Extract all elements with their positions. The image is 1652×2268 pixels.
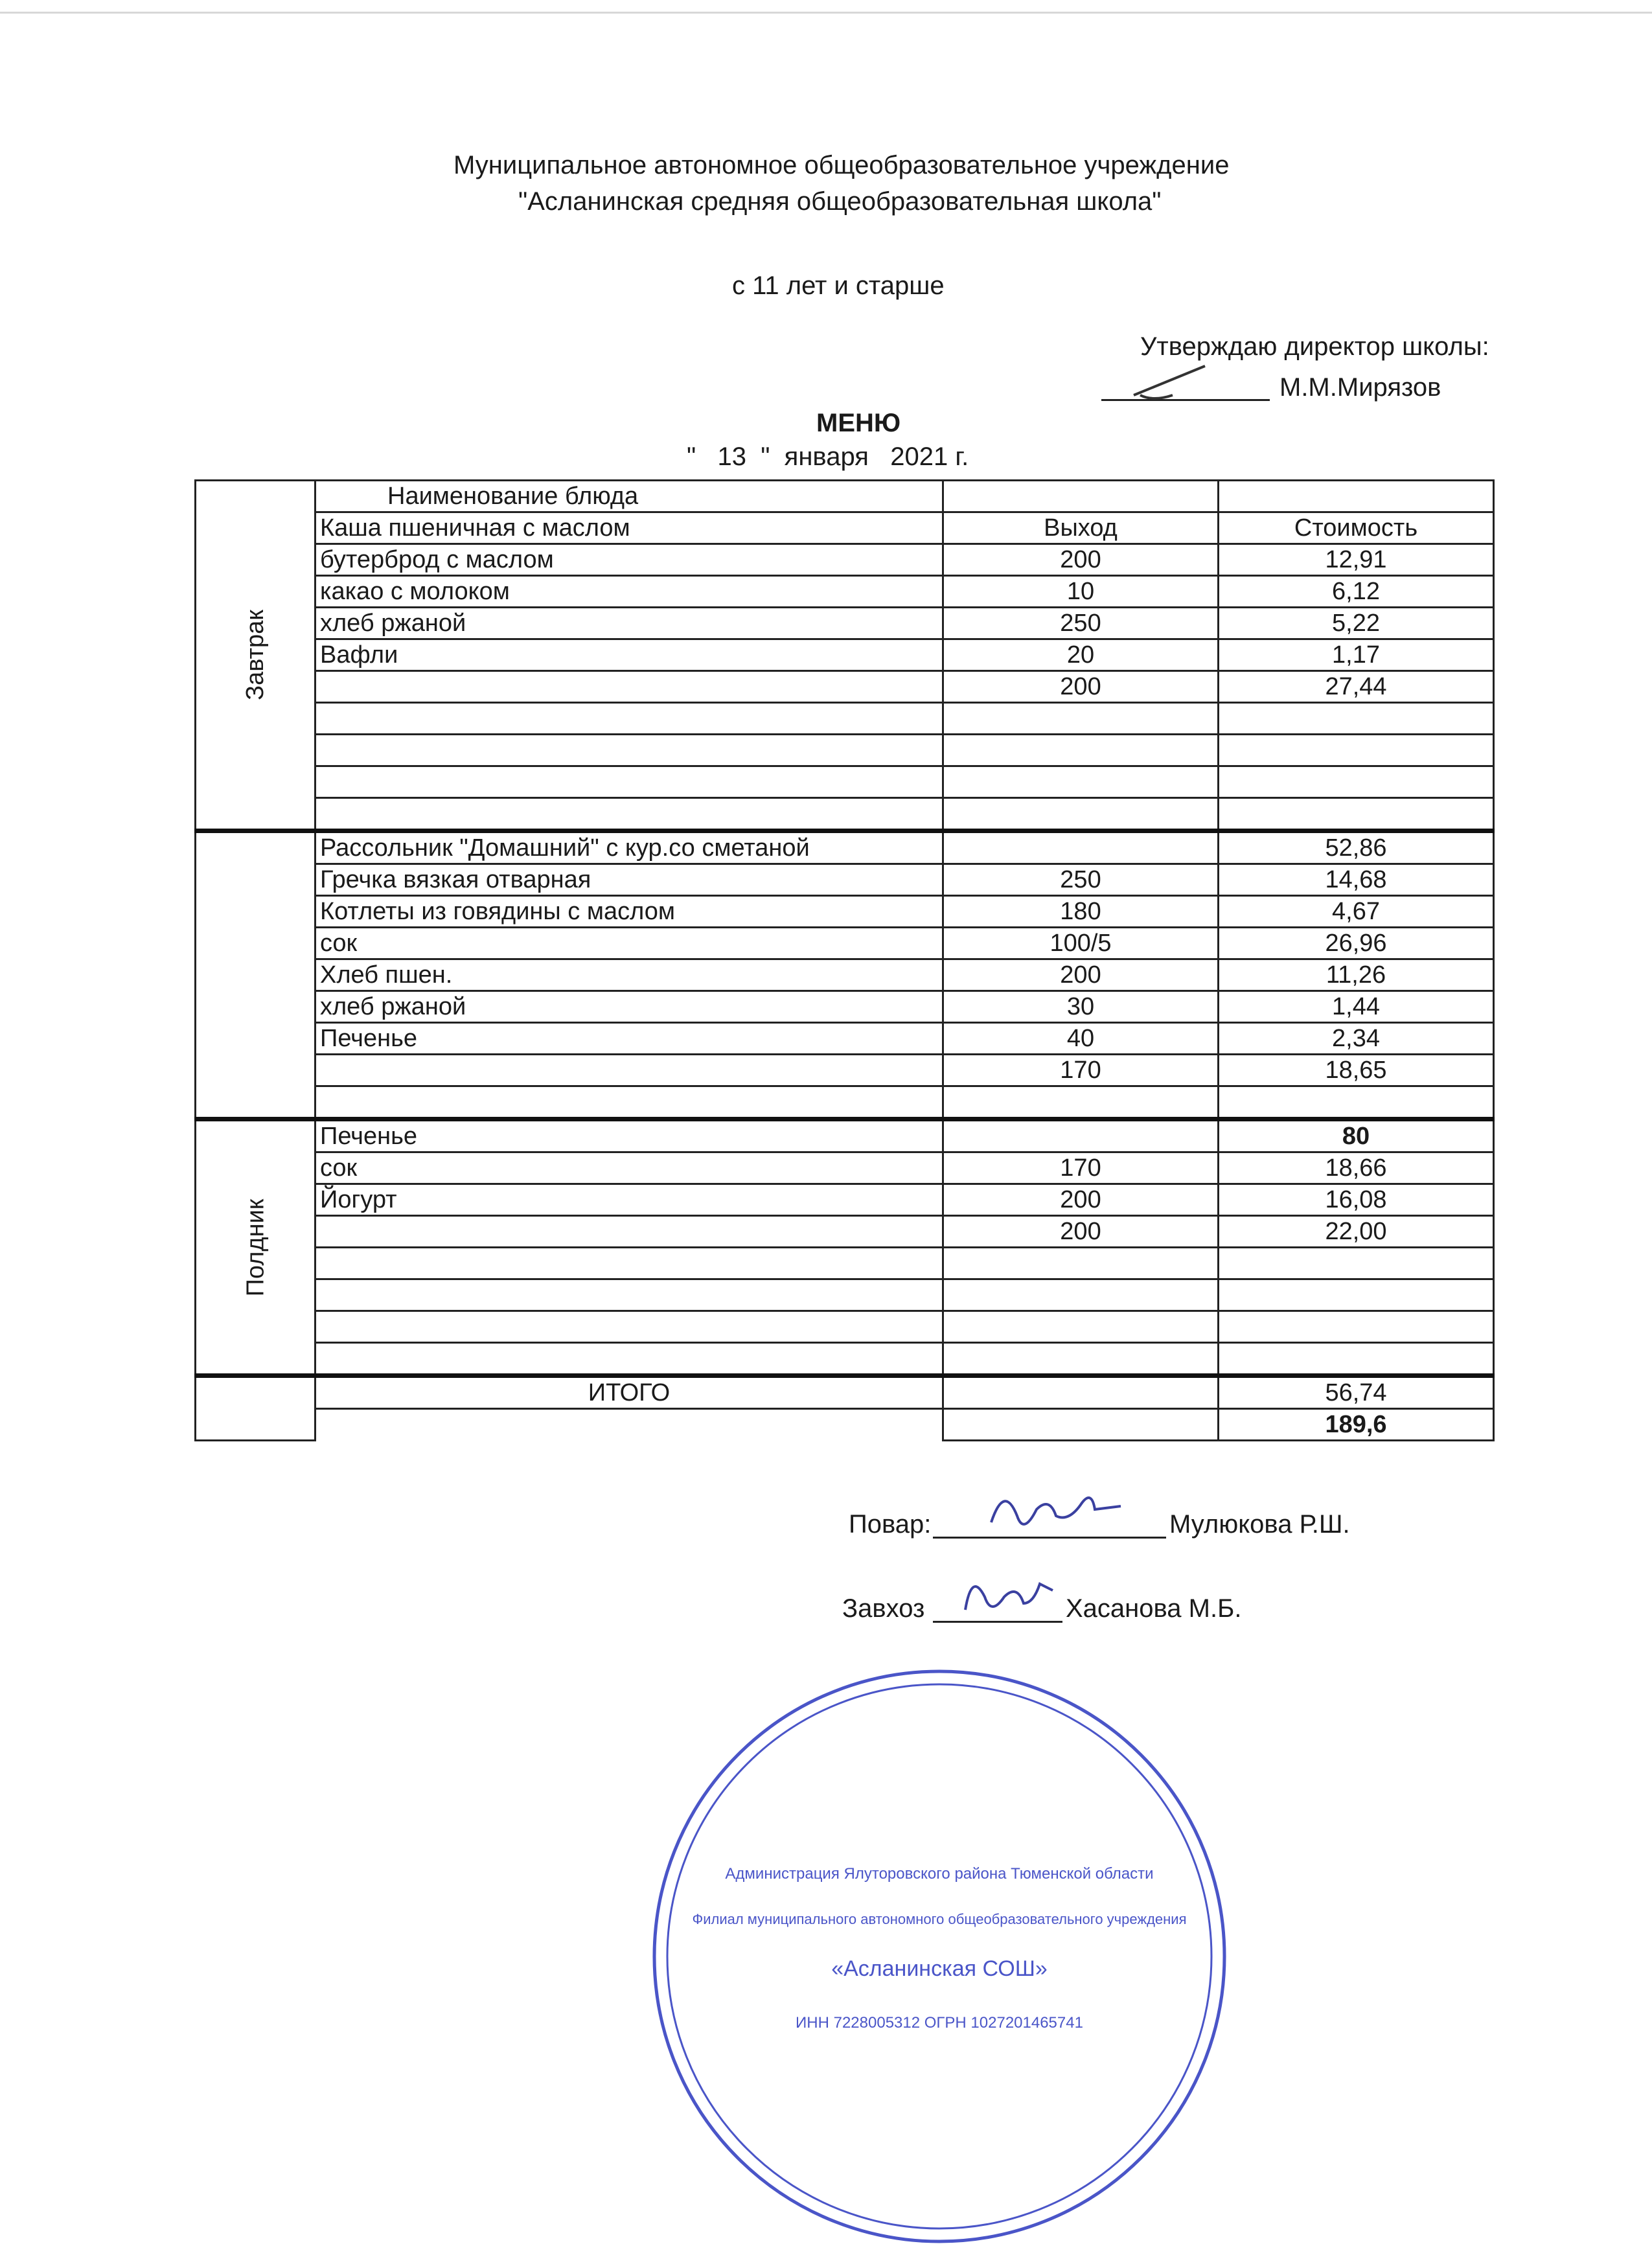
dish-cost: 18,66	[1219, 1152, 1494, 1184]
dish-cost	[1219, 703, 1494, 735]
director-signature	[1127, 363, 1244, 402]
table-row	[196, 798, 1494, 831]
dish-name	[315, 1279, 943, 1311]
dish-name	[315, 1343, 943, 1376]
dish-output	[943, 735, 1219, 766]
dish-name	[315, 671, 943, 703]
dish-cost: 14,68	[1219, 864, 1494, 896]
dish-output	[943, 798, 1219, 831]
dish-cost	[1219, 1248, 1494, 1279]
grand-total-row	[196, 1409, 1494, 1441]
dish-cost: 16,08	[1219, 1184, 1494, 1216]
dish-name: Йогурт	[315, 1184, 943, 1216]
dish-output: 200	[943, 544, 1219, 576]
dish-cost	[1219, 735, 1494, 766]
dish-name: хлеб ржаной	[315, 991, 943, 1023]
table-row	[196, 1311, 1494, 1343]
dish-cost: 4,67	[1219, 896, 1494, 928]
cook-signature	[985, 1483, 1127, 1535]
dish-name	[315, 1248, 943, 1279]
dish-output	[943, 1343, 1219, 1376]
dish-output	[943, 766, 1219, 798]
dish-name	[315, 1311, 943, 1343]
table-row	[196, 512, 1494, 544]
table-row	[196, 544, 1494, 576]
cook-label: Повар:	[849, 1510, 932, 1539]
dish-output: 200	[943, 1184, 1219, 1216]
stamp-center-text: «Асланинская СОШ»	[831, 1956, 1048, 1981]
table-row	[196, 639, 1494, 671]
dish-output: 200	[943, 959, 1219, 991]
dish-name: Печенье	[315, 1119, 943, 1152]
dish-name: сок	[315, 928, 943, 959]
stamp-outer-text: Администрация Ялуторовского района Тюменской области	[725, 1865, 1154, 1883]
approval-text: Утверждаю директор школы:	[1140, 332, 1489, 361]
school-stamp	[648, 1665, 1231, 2248]
dish-output: 170	[943, 1055, 1219, 1086]
dish-cost: 11,26	[1219, 959, 1494, 991]
dish-name: какао с молоком	[315, 576, 943, 608]
stamp-middle-text: Филиал муниципального автономного общеобразовательного учреждения	[692, 1911, 1187, 1927]
dish-cost: 80	[1219, 1119, 1494, 1152]
storekeeper-signature	[959, 1571, 1062, 1620]
table-row	[196, 991, 1494, 1023]
table-row	[196, 959, 1494, 991]
dish-cost: 5,22	[1219, 608, 1494, 639]
dish-output: 200	[943, 671, 1219, 703]
table-header-row	[196, 481, 1494, 512]
col-header-output: Выход	[943, 512, 1219, 544]
dish-output	[943, 1311, 1219, 1343]
dish-name: Гречка вязкая отварная	[315, 864, 943, 896]
dish-cost: 52,86	[1219, 831, 1494, 864]
table-row	[196, 1343, 1494, 1376]
table-row	[196, 1152, 1494, 1184]
stamp-ids: ИНН 7228005312 ОГРН 1027201465741	[796, 2014, 1083, 2032]
table-row	[196, 1023, 1494, 1055]
cook-name: Мулюкова Р.Ш.	[1169, 1510, 1350, 1539]
table-row	[196, 608, 1494, 639]
org-line-2: "Асланинская средняя общеобразовательная школа"	[518, 187, 1162, 216]
menu-table	[194, 479, 1495, 1441]
empty-cell	[943, 481, 1219, 512]
dish-output: 200	[943, 1216, 1219, 1248]
empty-cell	[1219, 481, 1494, 512]
dish-cost: 2,34	[1219, 1023, 1494, 1055]
dish-output	[943, 1119, 1219, 1152]
table-row	[196, 928, 1494, 959]
section-label-breakfast: Завтрак	[196, 481, 315, 831]
storekeeper-label: Завхоз	[842, 1594, 925, 1623]
dish-name	[315, 703, 943, 735]
table-row	[196, 896, 1494, 928]
menu-date: " 13 " января 2021 г.	[687, 442, 969, 471]
col-header-name: Наименование блюда	[315, 481, 943, 512]
dish-cost	[1219, 1311, 1494, 1343]
col-header-cost: Стоимость	[1219, 512, 1494, 544]
table-row	[196, 1184, 1494, 1216]
total-value-1: 56,74	[1219, 1376, 1494, 1409]
dish-cost: 27,44	[1219, 671, 1494, 703]
table-row	[196, 703, 1494, 735]
dish-name: Хлеб пшен.	[315, 959, 943, 991]
table-row	[196, 864, 1494, 896]
director-name: М.М.Мирязов	[1279, 373, 1441, 402]
dish-name	[315, 766, 943, 798]
dish-output: 170	[943, 1152, 1219, 1184]
dish-cost: 18,65	[1219, 1055, 1494, 1086]
dish-output: 20	[943, 639, 1219, 671]
dish-name	[315, 1055, 943, 1086]
dish-name: сок	[315, 1152, 943, 1184]
total-spacer	[196, 1376, 315, 1441]
dish-output: 40	[943, 1023, 1219, 1055]
table-row	[196, 831, 1494, 864]
dish-output: 10	[943, 576, 1219, 608]
table-row	[196, 1279, 1494, 1311]
section-label-snack: Полдник	[196, 1119, 315, 1376]
dish-name	[315, 798, 943, 831]
dish-output	[943, 1279, 1219, 1311]
dish-name: хлеб ржаной	[315, 608, 943, 639]
dish-name: Котлеты из говядины с маслом	[315, 896, 943, 928]
table-row	[196, 735, 1494, 766]
dish-output: 250	[943, 608, 1219, 639]
table-row	[196, 671, 1494, 703]
menu-title: МЕНЮ	[816, 409, 901, 437]
table-row	[196, 766, 1494, 798]
dish-cost: 1,17	[1219, 639, 1494, 671]
table-row	[196, 576, 1494, 608]
blank	[943, 1409, 1219, 1441]
total-row	[196, 1376, 1494, 1409]
dish-name	[315, 735, 943, 766]
storekeeper-name: Хасанова М.Б.	[1066, 1594, 1242, 1623]
total-output	[943, 1376, 1219, 1409]
dish-cost: 22,00	[1219, 1216, 1494, 1248]
blank	[315, 1409, 943, 1441]
dish-cost	[1219, 1343, 1494, 1376]
dish-output: 250	[943, 864, 1219, 896]
dish-name	[315, 1216, 943, 1248]
table-row	[196, 1086, 1494, 1119]
dish-output	[943, 1086, 1219, 1119]
table-row	[196, 1119, 1494, 1152]
cook-signature-line	[933, 1537, 1166, 1539]
dish-output	[943, 703, 1219, 735]
age-group: с 11 лет и старше	[732, 271, 945, 300]
dish-cost	[1219, 1086, 1494, 1119]
dish-name: Вафли	[315, 639, 943, 671]
dish-output: 180	[943, 896, 1219, 928]
dish-name: Каша пшеничная с маслом	[315, 512, 943, 544]
dish-cost: 6,12	[1219, 576, 1494, 608]
org-line-1: Муниципальное автономное общеобразовательное учреждение	[453, 151, 1230, 179]
dish-cost: 1,44	[1219, 991, 1494, 1023]
dish-name: бутерброд с маслом	[315, 544, 943, 576]
dish-cost: 12,91	[1219, 544, 1494, 576]
table-row	[196, 1248, 1494, 1279]
storekeeper-signature-line	[933, 1621, 1062, 1623]
section-label-lunch	[196, 831, 315, 1119]
dish-cost	[1219, 1279, 1494, 1311]
dish-cost	[1219, 798, 1494, 831]
dish-output: 30	[943, 991, 1219, 1023]
dish-cost	[1219, 766, 1494, 798]
dish-output	[943, 831, 1219, 864]
dish-output: 100/5	[943, 928, 1219, 959]
dish-cost: 26,96	[1219, 928, 1494, 959]
table-row	[196, 1055, 1494, 1086]
dish-name: Печенье	[315, 1023, 943, 1055]
dish-output	[943, 1248, 1219, 1279]
dish-name: Рассольник "Домашний" с кур.со сметаной	[315, 831, 943, 864]
dish-name	[315, 1086, 943, 1119]
table-row	[196, 1216, 1494, 1248]
total-value-2: 189,6	[1219, 1409, 1494, 1441]
total-label: ИТОГО	[315, 1376, 943, 1409]
